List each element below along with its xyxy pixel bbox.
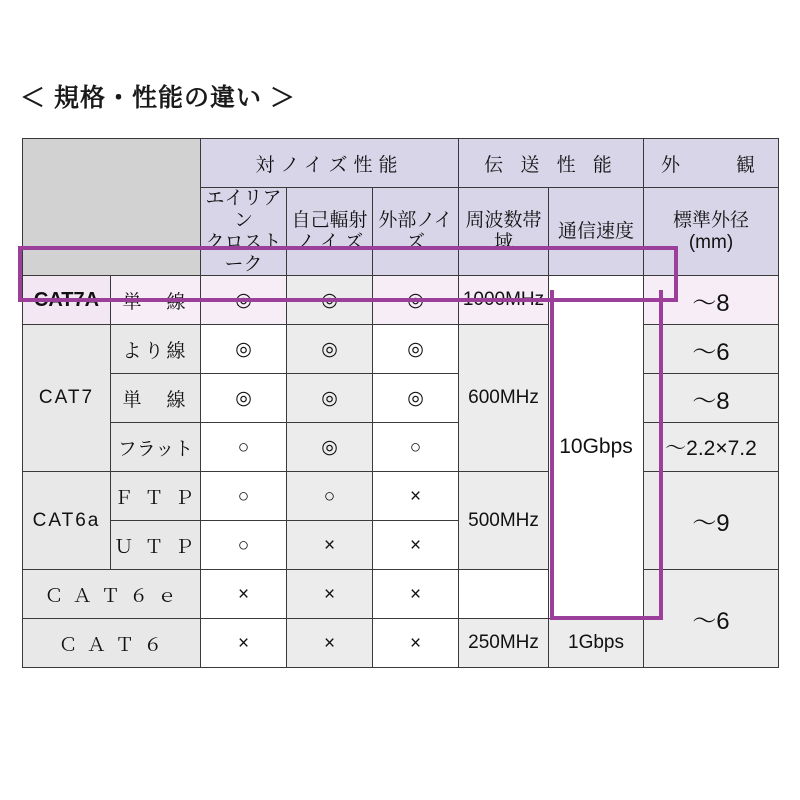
cell-alien: ○ (201, 521, 287, 570)
row-type-flat: フラット (111, 423, 201, 472)
table-header-group-row (23, 139, 779, 188)
row-category-cat7a: CAT7A (23, 276, 111, 325)
header-group-noise: 対ノイズ性能 (201, 139, 459, 188)
cell-alien: × (201, 570, 287, 619)
diameter-value: ～9 (692, 510, 730, 538)
cell-self: ◎ (287, 374, 373, 423)
table-row (23, 276, 779, 325)
cell-alien: ○ (201, 423, 287, 472)
cell-diameter (644, 423, 779, 472)
cell-alien: ◎ (201, 374, 287, 423)
row-type-tansen: 単 線 (111, 374, 201, 423)
row-type-ftp: Ｆ Ｔ Ｐ (111, 472, 201, 521)
page-title: ＜ 規格・性能の違い ＞ (20, 84, 296, 112)
subheader-alien-crosstalk: エイリアン クロストーク (201, 188, 287, 276)
cell-speed-10gbps: 10Gbps (549, 276, 644, 619)
cell-bandwidth-empty (459, 570, 549, 619)
row-type-cat7a: 単 線 (111, 276, 201, 325)
row-category-cat7: CAT7 (23, 325, 111, 472)
cell-diameter (644, 472, 779, 570)
table-row (23, 374, 779, 423)
diameter-value: ～2.2×7.2 (665, 437, 757, 461)
cell-diameter (644, 276, 779, 325)
row-category-cat6a: CAT6a (23, 472, 111, 570)
subheader-diameter: 標準外径 (mm) (644, 188, 779, 276)
cell-bandwidth-250: 250MHz (459, 619, 549, 668)
cell-external: ◎ (373, 325, 459, 374)
subheader-external-noise: 外部ノイズ (373, 188, 459, 276)
cell-speed-1gbps: 1Gbps (549, 619, 644, 668)
cell-external: × (373, 472, 459, 521)
table-row (23, 570, 779, 619)
table-row (23, 472, 779, 521)
table-row (23, 423, 779, 472)
header-group-transmission: 伝 送 性 能 (459, 139, 644, 188)
cell-external: × (373, 570, 459, 619)
cell-alien: ○ (201, 472, 287, 521)
diameter-value: ～6 (692, 338, 730, 366)
cell-bandwidth-500: 500MHz (459, 472, 549, 570)
spec-comparison-table (22, 138, 779, 668)
header-group-appearance: 外 観 (644, 139, 779, 188)
cell-self: ◎ (287, 423, 373, 472)
subheader-self-radiation-noise: 自己輻射 ノ イ ズ (287, 188, 373, 276)
cell-self: × (287, 619, 373, 668)
cell-diameter (644, 374, 779, 423)
cell-self: ○ (287, 472, 373, 521)
cell-external: ◎ (373, 374, 459, 423)
table-corner-cell (23, 139, 201, 276)
cell-external: × (373, 521, 459, 570)
subheader-bandwidth: 周波数帯域 (459, 188, 549, 276)
diameter-value: ～8 (692, 387, 730, 415)
diameter-value: ～6 (692, 608, 730, 636)
cell-external: ○ (373, 423, 459, 472)
cell-bandwidth: 1000MHz (459, 276, 549, 325)
row-type-utp: Ｕ Ｔ Ｐ (111, 521, 201, 570)
cell-self: ◎ (287, 325, 373, 374)
cell-self: × (287, 521, 373, 570)
row-type-yorisen: より線 (111, 325, 201, 374)
row-category-cat6e: Ｃ Ａ Ｔ ６ ｅ (23, 570, 201, 619)
cell-external: × (373, 619, 459, 668)
subheader-speed: 通信速度 (549, 188, 644, 276)
cell-self: ◎ (287, 276, 373, 325)
cell-external: ◎ (373, 276, 459, 325)
diameter-value: ～8 (692, 289, 730, 317)
cell-alien: ◎ (201, 276, 287, 325)
cell-bandwidth-600: 600MHz (459, 325, 549, 472)
row-category-cat6: Ｃ Ａ Ｔ ６ (23, 619, 201, 668)
cell-alien: × (201, 619, 287, 668)
cell-alien: ◎ (201, 325, 287, 374)
cell-diameter (644, 570, 779, 668)
table-row (23, 325, 779, 374)
cell-self: × (287, 570, 373, 619)
cell-diameter (644, 325, 779, 374)
